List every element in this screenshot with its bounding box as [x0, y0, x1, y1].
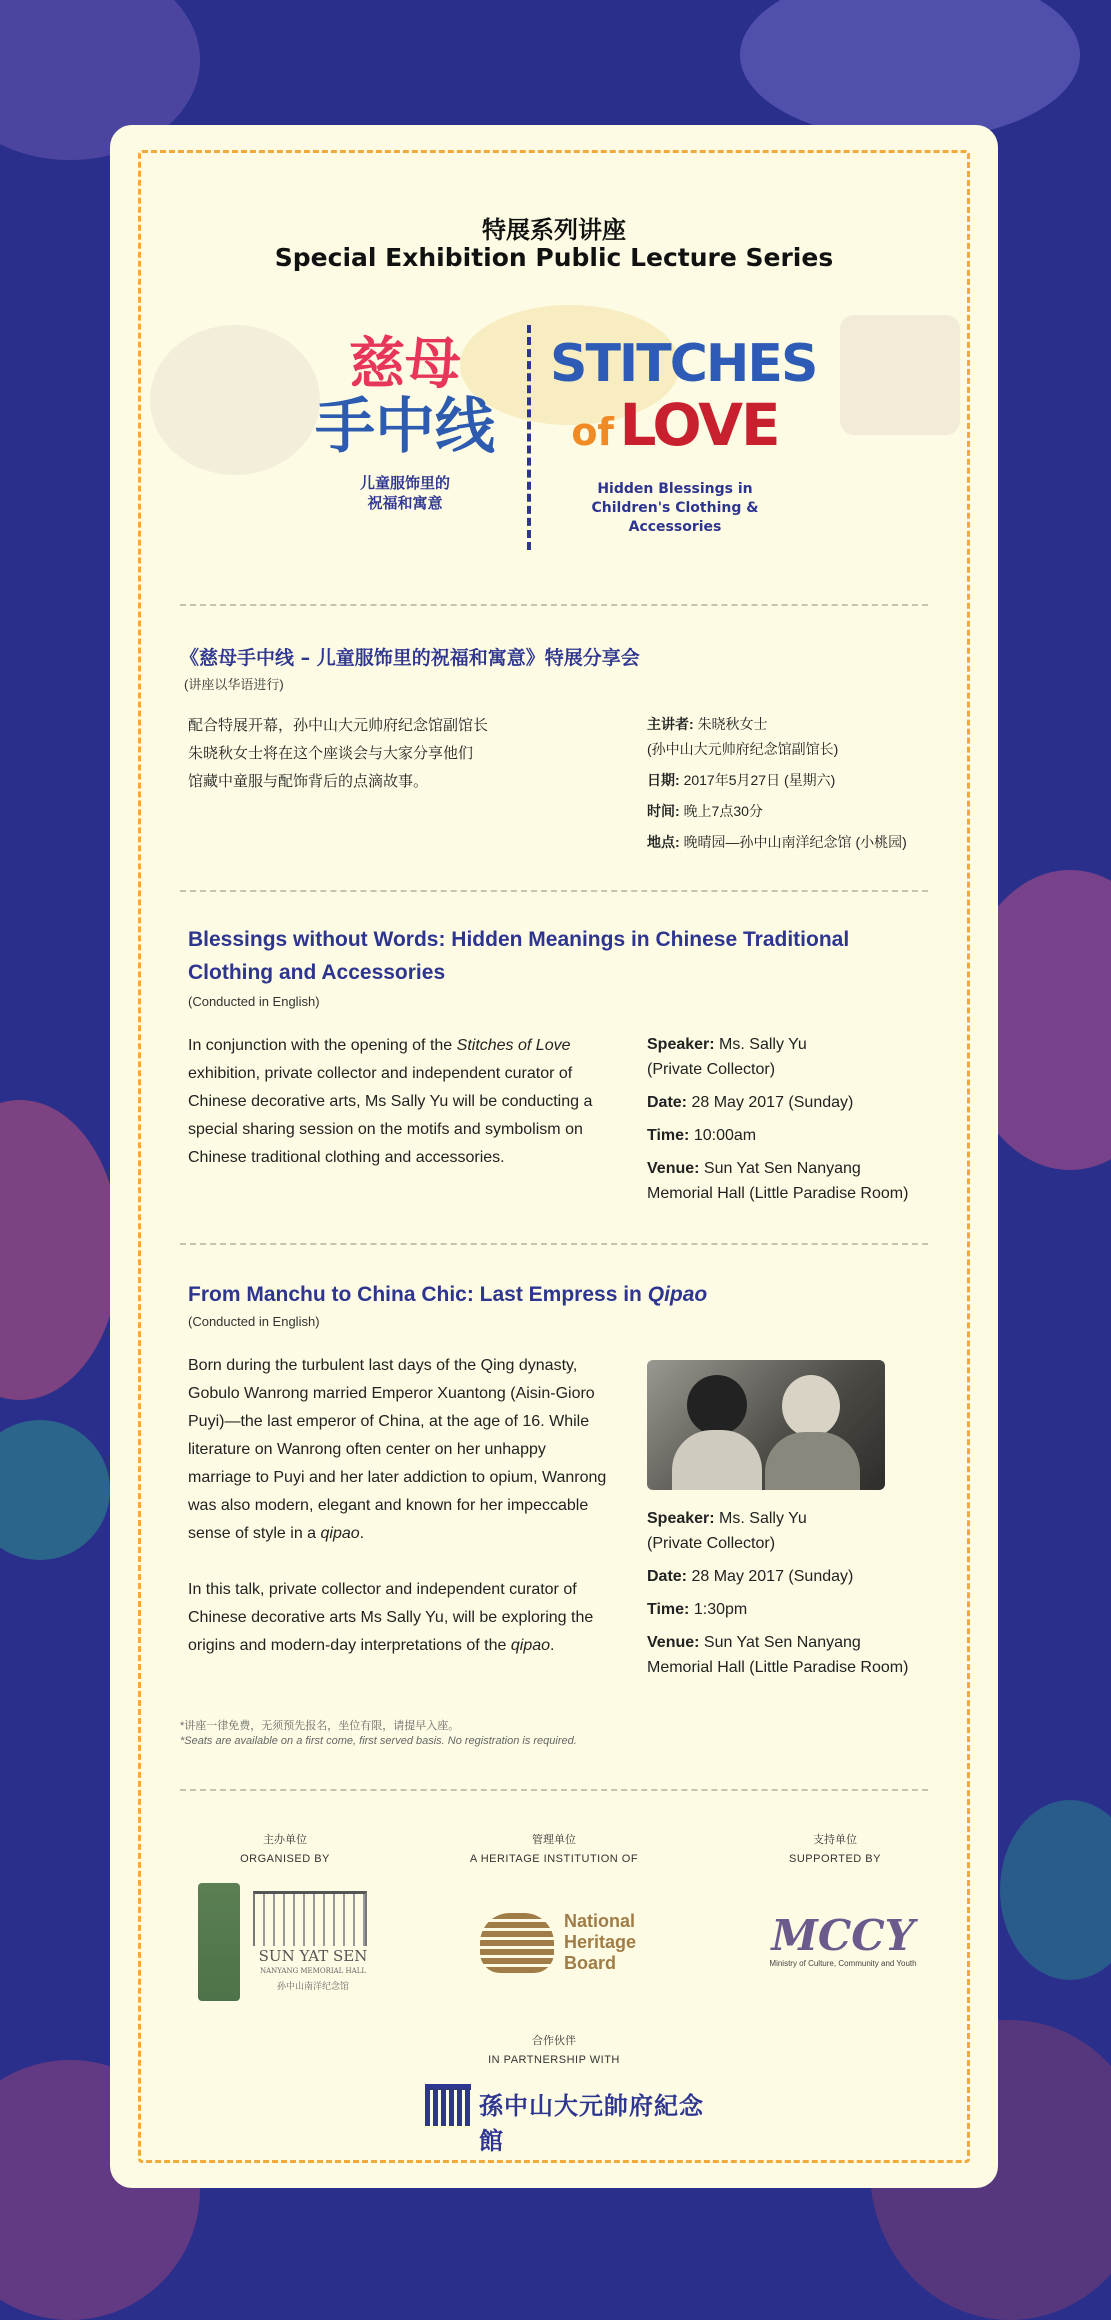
supported-label-cn: 支持单位	[813, 1834, 857, 1846]
mccy-subtitle: Ministry of Culture, Community and Youth	[769, 1959, 917, 1968]
paragraph-em: qipao	[510, 1637, 551, 1654]
speaker-label: Speaker:	[647, 1510, 715, 1527]
series-title-cn: 特展系列讲座	[482, 216, 626, 244]
talk-cn-info	[647, 712, 977, 861]
time-label: 时间:	[647, 803, 680, 819]
sysnmh-name1: SUN YAT SEN	[258, 1947, 368, 1965]
paragraph-text: Born during the turbulent last days of the Qing dynasty, Gobulo Wanrong married Emperor Xuantong (Aisin-Gioro Puyi)—the last emperor of China, at the age of 16. While literature on Wanrong often center on her unhappy marriage to Puyi and her later addiction to opium, Wanrong was also modern, elegant and known for her impeccable sense of style in a	[188, 1357, 607, 1542]
subtitle-cn-line2: 祝福和寓意	[367, 494, 443, 512]
talk-en2-description	[188, 1352, 608, 1660]
organised-by	[155, 1831, 415, 1865]
talk-en1-info	[647, 1032, 977, 1214]
venue-value: Sun Yat Sen Nanyang	[703, 1634, 861, 1651]
partner-label-cn: 合作伙伴	[532, 2035, 576, 2047]
supported-by	[705, 1831, 965, 1865]
note-en: *Seats are available on a first come, first served basis. No registration is required.	[180, 1735, 577, 1747]
photo-figure-right-body	[765, 1432, 860, 1490]
subtitle-en-line2: Children's Clothing & Accessories	[591, 500, 759, 535]
organised-label-cn: 主办单位	[263, 1834, 307, 1846]
mccy-logo	[758, 1913, 928, 1973]
venue-value: Memorial Hall (Little Paradise Room)	[647, 1659, 909, 1676]
talk-cn-desc-line: 朱晓秋女士将在这个座谈会与大家分享他们	[188, 745, 474, 762]
banner-bg-tag	[840, 315, 960, 435]
nhb-vase-icon	[480, 1913, 554, 1973]
nhb-line2: Heritage	[564, 1932, 637, 1952]
heritage-institution-of	[424, 1831, 684, 1865]
talk-cn-language: (讲座以华语进行)	[184, 677, 284, 692]
mccy-wordmark: MCCY	[771, 1911, 915, 1960]
banner-bg-shoe	[150, 325, 320, 475]
speaker-role: (孙中山大元帅府纪念馆副馆长)	[647, 741, 839, 757]
title-en-line1: STITCHES	[550, 334, 817, 394]
venue-label: 地点:	[647, 834, 680, 850]
nhb-logo	[480, 1909, 660, 1979]
description-text: exhibition, private collector and independent curator of Chinese decorative arts, Ms Sally Yu will be conducting a special sharing session on the motifs and symbolism on Chinese traditional clothing and accessories.	[188, 1065, 593, 1166]
paragraph-text: .	[359, 1525, 365, 1542]
speaker-label: 主讲者:	[647, 716, 694, 732]
note-cn: *讲座一律免费，无须预先报名，坐位有限，请提早入座。	[180, 1720, 460, 1732]
time-label: Time:	[647, 1127, 690, 1144]
divider	[180, 1789, 928, 1791]
venue-value: Sun Yat Sen Nanyang	[703, 1160, 861, 1177]
sysnmh-calligraphy	[198, 1883, 240, 2001]
heritage-label-cn: 管理单位	[532, 1834, 576, 1846]
talk-en2-language: (Conducted in English)	[188, 1314, 320, 1329]
poster-card	[110, 125, 998, 2188]
background-cloud	[740, 0, 1080, 140]
venue-label: Venue:	[647, 1634, 700, 1651]
exhibition-banner	[140, 305, 968, 545]
partner-building-icon	[425, 2084, 471, 2126]
exhibition-name: Stitches of Love	[456, 1037, 571, 1054]
sysnmh-building	[253, 1891, 367, 1946]
title-en-love: LOVE	[619, 391, 779, 459]
paragraph-em: qipao	[320, 1525, 360, 1542]
speaker-role: (Private Collector)	[647, 1061, 776, 1078]
talk-en1-title: Blessings without Words: Hidden Meanings in Chinese Traditional Clothing and Accessories	[188, 928, 850, 984]
title-cn-line2: 手中线	[315, 392, 495, 462]
speaker-name: Ms. Sally Yu	[719, 1510, 807, 1527]
venue-value: 晚晴园—孙中山南洋纪念馆 (小桃园)	[683, 834, 907, 850]
date-label: Date:	[647, 1568, 688, 1585]
date-label: 日期:	[647, 772, 680, 788]
sysnmh-logo	[198, 1883, 378, 2003]
series-title-en: Special Exhibition Public Lecture Series	[274, 243, 834, 272]
supported-label-en: SUPPORTED BY	[789, 1853, 881, 1865]
title-en-of: of	[571, 410, 614, 454]
talk-cn-desc-line: 馆藏中童服与配饰背后的点滴故事。	[188, 773, 429, 790]
paragraph-text: In this talk, private collector and independent curator of Chinese decorative arts Ms Sally Yu, will be exploring the origins and modern-day interpretations of the	[188, 1581, 594, 1654]
photo-figure-left	[687, 1375, 747, 1435]
paragraph	[188, 1352, 608, 1548]
heritage-label-en: A HERITAGE INSTITUTION OF	[469, 1853, 639, 1865]
partner-label-en: IN PARTNERSHIP WITH	[488, 2054, 620, 2066]
title-cn-line1: 慈母	[349, 332, 461, 397]
venue-value: Memorial Hall (Little Paradise Room)	[647, 1185, 909, 1202]
exhibition-title-cn	[310, 332, 500, 513]
time-value: 10:00am	[693, 1127, 757, 1144]
speaker-role: (Private Collector)	[647, 1535, 776, 1552]
photo-figure-left-body	[672, 1430, 762, 1490]
paragraph	[188, 1576, 608, 1660]
banner-divider	[527, 325, 531, 550]
talk-en1-language: (Conducted in English)	[188, 994, 320, 1009]
date-label: Date:	[647, 1094, 688, 1111]
talk-cn-description	[188, 712, 608, 796]
talk-cn-title: 《慈母手中线 – 儿童服饰里的祝福和寓意》特展分享会	[180, 647, 640, 669]
wanrong-puyi-photo	[647, 1360, 885, 1490]
talk-title-em: Qipao	[647, 1283, 708, 1306]
background-leaf	[1000, 1800, 1111, 1980]
date-value: 28 May 2017 (Sunday)	[691, 1094, 854, 1111]
sysnmh-name-cn: 孙中山南洋纪念馆	[276, 1982, 349, 1992]
paragraph-text: .	[550, 1637, 555, 1654]
description-text: In conjunction with the opening of the	[188, 1037, 457, 1054]
speaker-name: Ms. Sally Yu	[719, 1036, 807, 1053]
partner-logo	[425, 2080, 715, 2155]
talk-en1-description	[188, 1032, 608, 1172]
talk-cn-desc-line: 配合特展开幕，孙中山大元帅府纪念馆副馆长	[188, 717, 489, 734]
time-label: Time:	[647, 1601, 690, 1618]
in-partnership-with	[424, 2032, 684, 2066]
nhb-line1: National	[564, 1911, 636, 1931]
venue-label: Venue:	[647, 1160, 700, 1177]
nhb-line3: Board	[564, 1953, 617, 1973]
time-value: 晚上7点30分	[683, 803, 763, 819]
date-value: 28 May 2017 (Sunday)	[691, 1568, 854, 1585]
photo-figure-right	[782, 1375, 840, 1437]
divider	[180, 890, 928, 892]
organised-label-en: ORGANISED BY	[240, 1853, 330, 1865]
talk-en2-title	[188, 1278, 888, 1311]
partner-name-cn: 孫中山大元帥府紀念館	[479, 2091, 704, 2155]
divider	[180, 604, 928, 606]
exhibition-title-en	[550, 334, 817, 537]
date-value: 2017年5月27日 (星期六)	[683, 772, 836, 788]
background-leaf	[0, 1420, 110, 1560]
time-value: 1:30pm	[693, 1601, 748, 1618]
sysnmh-name2: NANYANG MEMORIAL HALL	[260, 1967, 366, 1975]
background-flower	[0, 1100, 120, 1400]
subtitle-cn-line1: 儿童服饰里的	[359, 474, 450, 492]
speaker-name: 朱晓秋女士	[697, 716, 768, 732]
talk-en2-info	[647, 1506, 977, 1688]
speaker-label: Speaker:	[647, 1036, 715, 1053]
subtitle-en-line1: Hidden Blessings in	[597, 481, 753, 497]
divider	[180, 1243, 928, 1245]
talk-title-text: From Manchu to China Chic: Last Empress in	[188, 1283, 648, 1306]
